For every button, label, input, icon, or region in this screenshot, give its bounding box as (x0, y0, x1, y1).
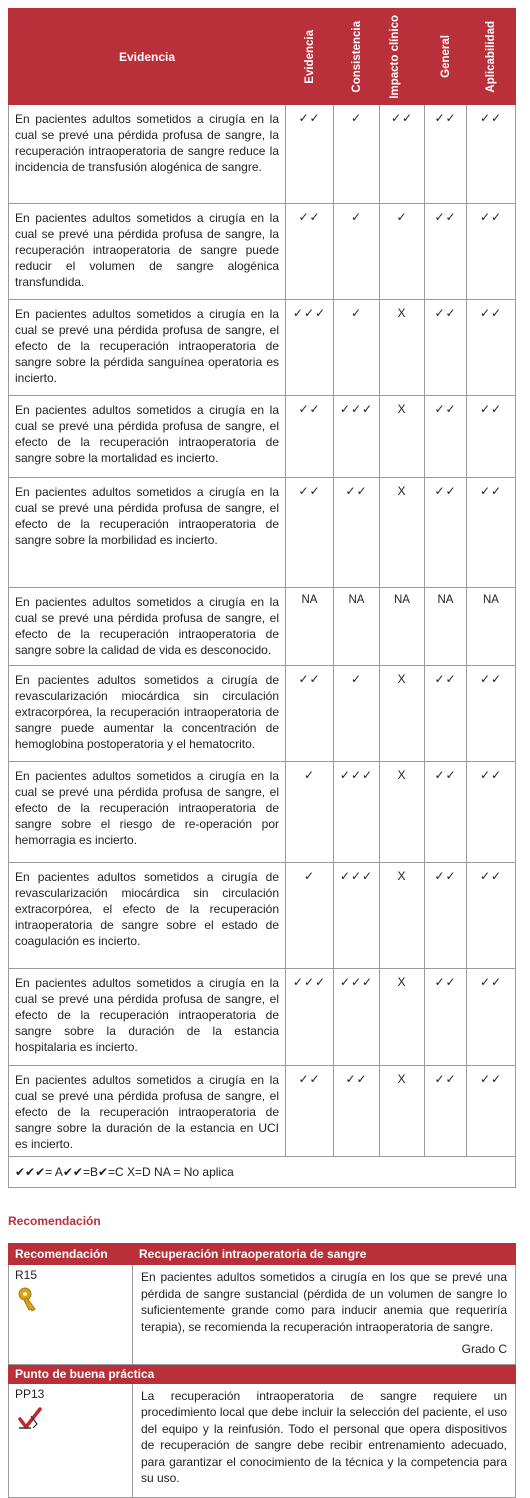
rating-legend: ✔✔✔= A✔✔=B✔=C X=D NA = No aplica (9, 1157, 516, 1188)
rating-aplicabilidad: ✓✓ (467, 105, 516, 204)
rating-general: ✓✓ (425, 300, 467, 396)
evidence-statement: En pacientes adultos sometidos a cirugía en la cual se prevé una pérdida profusa de sangre, el efecto de la recuperación intraoperatoria de sangre sobre la duración de la estancia en UCI es incierto. (9, 1066, 286, 1157)
rating-consistencia: ✓ (334, 300, 380, 396)
rating-aplicabilidad: ✓✓ (467, 666, 516, 762)
rating-aplicabilidad: ✓✓ (467, 204, 516, 300)
header-impacto-clinico: Impacto clínico (380, 9, 425, 105)
rating-impacto-clinico: X (380, 478, 425, 588)
header-evidencia: Evidencia (286, 9, 334, 105)
rating-general: ✓✓ (425, 762, 467, 863)
header-aplicabilidad: Aplicabilidad (467, 9, 516, 105)
evidence-statement: En pacientes adultos sometidos a cirugía en la cual se prevé una pérdida profusa de sangre, la recuperación intraoperatoria de sangre reduce la incidencia de transfusión alogénica de sangre. (9, 105, 286, 204)
good-practice-header: Punto de buena práctica (9, 1364, 516, 1383)
rating-general: ✓✓ (425, 666, 467, 762)
rating-aplicabilidad: ✓✓ (467, 396, 516, 478)
evidence-statement: En pacientes adultos sometidos a cirugía en la cual se prevé una pérdida profusa de sangre, el efecto de la recuperación intraoperatoria de sangre sobre la morbilidad es incierto. (9, 478, 286, 588)
recommendation-table (8, 1243, 516, 1498)
rating-evidencia: ✓✓ (286, 478, 334, 588)
rating-evidencia: ✓✓✓ (286, 300, 334, 396)
evidence-row (9, 666, 516, 762)
rating-general: ✓✓ (425, 969, 467, 1066)
rating-consistencia: ✓✓✓ (334, 762, 380, 863)
recommendation-grade: Grado C (461, 1342, 507, 1356)
header-evidence: Evidencia (9, 9, 286, 105)
rating-aplicabilidad: ✓✓ (467, 863, 516, 969)
rating-consistencia: ✓ (334, 105, 380, 204)
evidence-row (9, 478, 516, 588)
evidence-row (9, 105, 516, 204)
header-general: General (425, 9, 467, 105)
rating-consistencia: ✓ (334, 666, 380, 762)
good-practice-code: PP13 (15, 1386, 45, 1401)
rating-consistencia: ✓✓✓ (334, 396, 380, 478)
evidence-statement: En pacientes adultos sometidos a cirugía de revascularización miocárdica sin circulación extracorpórea, la recuperación intraoperatoria de sangre puede aumentar la concentración de hemoglobina postoperatoria y el hematocrito. (9, 666, 286, 762)
rating-general: ✓✓ (425, 204, 467, 300)
recommendation-col-header: Recomendación (9, 1244, 133, 1265)
evidence-row (9, 1066, 516, 1157)
rating-impacto-clinico: X (380, 1066, 425, 1157)
evidence-statement: En pacientes adultos sometidos a cirugía en la cual se prevé una pérdida profusa de sangre, el efecto de la recuperación intraoperatoria de sangre sobre la mortalidad es incierto. (9, 396, 286, 478)
rating-evidencia: ✓✓ (286, 666, 334, 762)
evidence-row (9, 396, 516, 478)
rating-evidencia: ✓✓ (286, 1066, 334, 1157)
rating-consistencia: ✓✓✓ (334, 863, 380, 969)
evidence-row (9, 863, 516, 969)
evidence-statement: En pacientes adultos sometidos a cirugía en la cual se prevé una pérdida profusa de sangre, el efecto de la recuperación intraoperatoria de sangre sobre el riesgo de re-operación por hemorragia es incierto. (9, 762, 286, 863)
good-practice-text: La recuperación intraoperatoria de sangre requiere un procedimiento local que debe incluir la selección del paciente, el uso del equipo y la reinfusión. Todo el personal que opera dispositivos de recuperación de sangre debe recibir entrenamiento adecuado, para garantizar el conocimiento de la técnica y la competencia para su uso. (133, 1383, 516, 1497)
rating-general: ✓✓ (425, 863, 467, 969)
good-practice-code-cell (9, 1383, 133, 1497)
evidence-table-body (9, 105, 516, 1188)
rating-impacto-clinico: X (380, 666, 425, 762)
rating-consistencia: ✓✓ (334, 1066, 380, 1157)
header-consistencia: Consistencia (334, 9, 380, 105)
rating-aplicabilidad: ✓✓ (467, 478, 516, 588)
rating-impacto-clinico: ✓ (380, 204, 425, 300)
recommendation-row (9, 1265, 516, 1365)
recommendation-header-row (9, 1244, 516, 1265)
recommendation-topic-header: Recuperación intraoperatoria de sangre (133, 1244, 516, 1265)
rating-evidencia: ✓ (286, 863, 334, 969)
rating-impacto-clinico: X (380, 863, 425, 969)
evidence-statement: En pacientes adultos sometidos a cirugía de revascularización miocárdica sin circulación extracorpórea, el efecto de la recuperación intraoperatoria de sangre sobre el estado de coagulación es incierto. (9, 863, 286, 969)
rating-impacto-clinico: X (380, 300, 425, 396)
rating-impacto-clinico: ✓✓ (380, 105, 425, 204)
rating-aplicabilidad: NA (467, 588, 516, 666)
recommendation-code: R15 (15, 1268, 38, 1282)
rating-evidencia: NA (286, 588, 334, 666)
rating-aplicabilidad: ✓✓ (467, 969, 516, 1066)
rating-consistencia: ✓ (334, 204, 380, 300)
rating-impacto-clinico: X (380, 969, 425, 1066)
evidence-row (9, 300, 516, 396)
recommendation-heading: Recomendación (8, 1214, 101, 1228)
good-practice-header-row (9, 1364, 516, 1383)
checkmark-icon (17, 1406, 43, 1432)
rating-aplicabilidad: ✓✓ (467, 762, 516, 863)
evidence-statement: En pacientes adultos sometidos a cirugía en la cual se prevé una pérdida profusa de sangre, la recuperación intraoperatoria de sangre puede reducir el volumen de sangre alogénica transfundida. (9, 204, 286, 300)
rating-consistencia: ✓✓✓ (334, 969, 380, 1066)
rating-general: ✓✓ (425, 396, 467, 478)
rating-impacto-clinico: NA (380, 588, 425, 666)
rating-impacto-clinico: X (380, 396, 425, 478)
rating-consistencia: ✓✓ (334, 478, 380, 588)
evidence-statement: En pacientes adultos sometidos a cirugía en la cual se prevé una pérdida profusa de sangre, el efecto de la recuperación intraoperatoria de sangre sobre la pérdida sanguínea operatoria es incierto. (9, 300, 286, 396)
evidence-row (9, 762, 516, 863)
rating-aplicabilidad: ✓✓ (467, 1066, 516, 1157)
rating-general: NA (425, 588, 467, 666)
good-practice-row (9, 1383, 516, 1497)
recommendation-body (133, 1265, 516, 1365)
rating-impacto-clinico: X (380, 762, 425, 863)
rating-evidencia: ✓✓ (286, 204, 334, 300)
rating-general: ✓✓ (425, 1066, 467, 1157)
evidence-statement: En pacientes adultos sometidos a cirugía en la cual se prevé una pérdida profusa de sangre, el efecto de la recuperación intraoperatoria de sangre sobre la duración de la estancia hospitalaria es incierto. (9, 969, 286, 1066)
rating-general: ✓✓ (425, 105, 467, 204)
rating-aplicabilidad: ✓✓ (467, 300, 516, 396)
legend-row (9, 1157, 516, 1188)
rating-evidencia: ✓✓ (286, 396, 334, 478)
evidence-statement: En pacientes adultos sometidos a cirugía en la cual se prevé una pérdida profusa de sangre, el efecto de la recuperación intraoperatoria de sangre sobre la calidad de vida es desconocido. (9, 588, 286, 666)
rating-evidencia: ✓✓✓ (286, 969, 334, 1066)
recommendation-text: En pacientes adultos sometidos a cirugía en los que se prevé una pérdida de sangre sustancial (pérdida de un volumen de sangre lo suficientemente grande como para inducir anemia que requeriría terapia), se recomienda la recuperación intraoperatoria de sangre. (141, 1270, 507, 1334)
rating-consistencia: NA (334, 588, 380, 666)
evidence-row (9, 969, 516, 1066)
evidence-header-row (9, 9, 516, 105)
evidence-row (9, 204, 516, 300)
key-icon (17, 1287, 39, 1315)
recommendation-code-cell (9, 1265, 133, 1365)
evidence-row (9, 588, 516, 666)
evidence-table (8, 8, 516, 1188)
rating-general: ✓✓ (425, 478, 467, 588)
rating-evidencia: ✓ (286, 762, 334, 863)
rating-evidencia: ✓✓ (286, 105, 334, 204)
